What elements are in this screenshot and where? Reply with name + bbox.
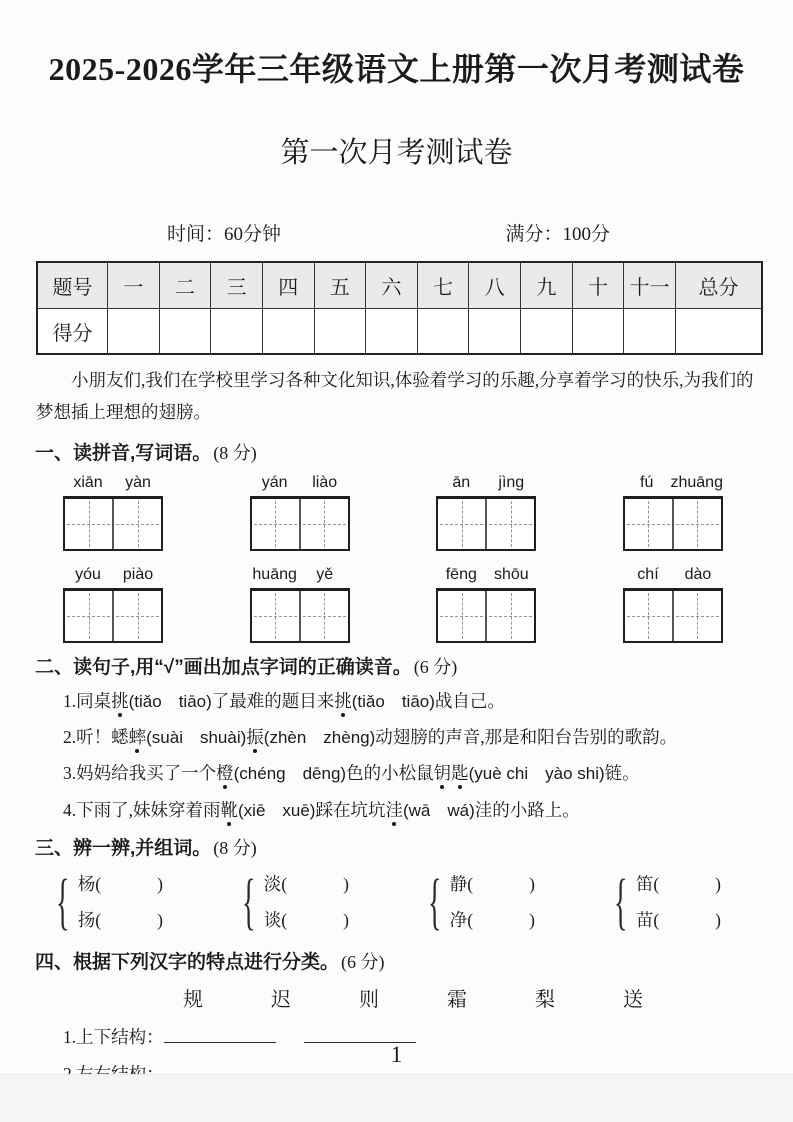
close-paren: ) [529, 874, 535, 895]
score-table-header-cell: 三 [211, 263, 263, 309]
classify-character: 梨 [535, 989, 555, 1012]
sentence-text: 了最难的题目来 [211, 690, 335, 711]
pinyin-syllable: dào [684, 565, 712, 583]
writing-cell[interactable] [672, 499, 721, 549]
pinyin-syllable: jìng [498, 473, 525, 491]
close-paren: ) [715, 874, 721, 895]
pinyin-word-group [623, 474, 723, 551]
score-row-label: 得分 [38, 309, 108, 353]
word-pair [614, 866, 721, 938]
section2-heading [35, 652, 793, 679]
pair-character: 静 [449, 874, 468, 895]
writing-cell[interactable] [625, 499, 672, 549]
sentence-text: 动翅膀的声音,那是和阳台告别的歌韵。 [375, 727, 678, 748]
pinyin-word-group [250, 566, 350, 643]
section2-score: (6 分) [413, 656, 458, 677]
writing-cell[interactable] [625, 591, 672, 641]
dotted-character: 匙 [451, 763, 469, 784]
answer-blank-underline[interactable] [164, 1028, 276, 1043]
word-pair [56, 866, 163, 938]
pair-character: 净 [449, 910, 468, 931]
scan-edge-strip [0, 1074, 793, 1122]
open-paren: ( [653, 874, 660, 895]
dotted-character: 挑 [334, 690, 352, 711]
pinyin-label [63, 566, 163, 584]
sentence-text: 4.下雨了,妹妹穿着雨 [63, 799, 221, 820]
dotted-character: 挑 [111, 690, 129, 711]
classify-character-row [0, 983, 793, 1012]
writing-cell[interactable] [252, 591, 299, 641]
pinyin-row [0, 566, 793, 643]
pinyin-row [0, 474, 793, 551]
sentence-text: 踩在坑坑 [315, 799, 386, 820]
brace-glyph: { [614, 868, 628, 937]
writing-cell[interactable] [485, 499, 534, 549]
section4-score: (6 分) [341, 952, 385, 973]
word-pair-line [264, 866, 349, 902]
section2-heading-text: 二、读句子,用“√”画出加点字词的正确读音。 [35, 656, 412, 678]
open-paren: ( [95, 910, 102, 931]
writing-cell[interactable] [112, 499, 161, 549]
pinyin-syllable: yàn [125, 473, 151, 491]
score-entry-cell[interactable] [521, 309, 573, 353]
pinyin-syllable: xiān [73, 473, 103, 491]
pinyin-label [436, 474, 536, 492]
pinyin-word-group [63, 474, 163, 551]
character-writing-box[interactable] [63, 496, 163, 551]
pinyin-choice[interactable]: (xiē xuē) [238, 800, 316, 820]
sentence-text: 链。 [604, 763, 640, 784]
page-subtitle: 第一次月考测试卷 [280, 137, 513, 169]
pinyin-syllable: fēng [445, 565, 477, 583]
close-paren: ) [343, 910, 349, 931]
pinyin-choice[interactable]: (suài shuài) [146, 728, 247, 748]
answer-blank-underline[interactable] [304, 1028, 416, 1043]
close-paren: ) [529, 910, 535, 931]
word-pair-line [450, 866, 535, 902]
pinyin-choice[interactable]: (chéng dēng) [233, 764, 347, 784]
character-writing-box[interactable] [436, 496, 536, 551]
classify-character: 送 [623, 989, 643, 1012]
pinyin-syllable: ān [452, 473, 471, 491]
brace-glyph: { [428, 868, 442, 937]
classify-character: 霜 [447, 989, 467, 1012]
dotted-character: 靴 [220, 799, 238, 820]
sentence-text: 2.听！蟋 [63, 727, 129, 748]
writing-cell[interactable] [438, 499, 485, 549]
word-pair-line [264, 902, 349, 938]
close-paren: ) [157, 910, 163, 931]
close-paren: ) [715, 910, 721, 931]
close-paren: ) [157, 874, 163, 895]
pinyin-syllable: piào [122, 565, 154, 583]
score-entry-cell[interactable] [366, 309, 418, 353]
classify-character: 迟 [271, 989, 291, 1012]
score-entry-cell[interactable] [160, 309, 212, 353]
page-title: 2025-2026学年三年级语文上册第一次月考测试卷 [48, 51, 745, 87]
character-writing-box[interactable] [250, 496, 350, 551]
category-label: 1.上下结构： [63, 1027, 164, 1048]
question-sentence [63, 760, 773, 787]
writing-cell[interactable] [65, 591, 112, 641]
question-sentence [63, 688, 773, 715]
pinyin-word-group [63, 566, 163, 643]
pinyin-choice[interactable]: (wā wá) [402, 800, 475, 820]
time-label: 时间：60分钟 [167, 224, 282, 245]
pinyin-word-group [250, 474, 350, 551]
pinyin-choice[interactable]: (tiǎo tiāo) [128, 691, 212, 711]
pinyin-word-group [436, 474, 536, 551]
score-entry-cell[interactable] [573, 309, 625, 353]
word-pair-column [78, 866, 163, 938]
word-pair [242, 866, 349, 938]
brace-glyph: { [242, 868, 256, 937]
section1-heading [35, 438, 793, 465]
writing-cell[interactable] [485, 591, 534, 641]
open-paren: ( [653, 910, 660, 931]
pair-character: 笛 [635, 874, 654, 895]
dotted-character: 钥 [433, 763, 452, 784]
word-pair-line [636, 902, 721, 938]
score-table-header-cell: 八 [469, 263, 521, 309]
section3-heading-text: 三、辨一辨,并组词。 [35, 838, 212, 860]
character-writing-box[interactable] [623, 588, 723, 643]
score-entry-cell[interactable] [676, 309, 761, 353]
score-entry-cell[interactable] [624, 309, 676, 353]
score-entry-cell[interactable] [211, 309, 263, 353]
section1-score: (8 分) [213, 442, 257, 463]
score-table-header-cell: 四 [263, 263, 315, 309]
pinyin-syllable: huāng [252, 565, 297, 583]
writing-cell[interactable] [299, 499, 348, 549]
question-sentence [63, 724, 773, 751]
intro-paragraph: 小朋友们,我们在学校里学习各种文化知识,体验着学习的乐趣,分享着学习的快乐,为我们的梦想插上理想的翅膀。 [36, 370, 754, 422]
pinyin-syllable: liào [312, 473, 338, 491]
word-pair-column [450, 866, 535, 938]
writing-cell[interactable] [65, 499, 112, 549]
pinyin-word-group [436, 566, 536, 643]
open-paren: ( [95, 874, 102, 895]
score-table-header-cell: 一 [108, 263, 160, 309]
score-entry-cell[interactable] [108, 309, 160, 353]
word-pair-column [264, 866, 349, 938]
word-pair-line [450, 902, 535, 938]
brace-glyph: { [56, 868, 70, 937]
pinyin-label [436, 566, 536, 584]
character-writing-box[interactable] [250, 588, 350, 643]
sentence-text: 1.同桌 [63, 690, 112, 711]
pinyin-syllable: shōu [493, 565, 529, 583]
sentence-text: 3.妈妈给我买了一个 [63, 763, 217, 784]
writing-cell[interactable] [299, 591, 348, 641]
classify-character: 则 [359, 989, 379, 1012]
dotted-character: 橙 [216, 763, 234, 784]
writing-cell[interactable] [672, 591, 721, 641]
pair-character: 苗 [635, 910, 654, 931]
score-table-header-cell: 七 [418, 263, 470, 309]
full-score-label: 满分：100分 [505, 224, 610, 245]
section1-heading-text: 一、读拼音,写词语。 [35, 442, 212, 464]
sentence-text: 洼的小路上。 [474, 799, 580, 820]
open-paren: ( [467, 910, 474, 931]
dotted-character: 洼 [385, 799, 403, 820]
character-writing-box[interactable] [436, 588, 536, 643]
score-entry-cell[interactable] [263, 309, 315, 353]
pinyin-choice[interactable]: (tiǎo tiāo) [351, 691, 435, 711]
pinyin-word-group [623, 566, 723, 643]
word-pair-line [636, 866, 721, 902]
pronunciation-exercise [0, 688, 793, 824]
pair-character: 扬 [77, 910, 96, 931]
open-paren: ( [281, 910, 288, 931]
pinyin-label [250, 474, 350, 492]
word-pair-line [78, 902, 163, 938]
dotted-character: 蟀 [128, 727, 147, 748]
word-pair-column [636, 866, 721, 938]
pinyin-label [63, 474, 163, 492]
section3-score: (8 分) [213, 838, 257, 859]
score-entry-cell[interactable] [315, 309, 367, 353]
pinyin-label [250, 566, 350, 584]
writing-cell[interactable] [112, 591, 161, 641]
score-table-header-cell: 十 [573, 263, 625, 309]
sentence-text: 战自己。 [434, 690, 505, 711]
pinyin-syllable: yóu [75, 565, 101, 583]
word-pair-line [78, 866, 163, 902]
section4-heading [35, 947, 793, 974]
pinyin-syllable: zhuāng [670, 473, 723, 491]
score-table-header-cell: 十一 [624, 263, 676, 309]
word-pair-exercise [0, 866, 793, 938]
score-table-header-cell: 总分 [676, 263, 761, 309]
pinyin-syllable: fú [640, 473, 654, 491]
open-paren: ( [467, 874, 474, 895]
score-table-header-cell: 九 [521, 263, 573, 309]
classify-character: 规 [183, 989, 203, 1012]
section3-heading [35, 833, 793, 860]
writing-cell[interactable] [252, 499, 299, 549]
pinyin-choice[interactable]: (yuè chi yào shi) [468, 764, 605, 784]
pair-character: 谈 [263, 910, 282, 931]
score-table-header-cell: 六 [366, 263, 418, 309]
character-writing-box[interactable] [623, 496, 723, 551]
pair-character: 淡 [263, 874, 282, 895]
exam-meta-row [0, 219, 793, 246]
score-table [36, 261, 763, 355]
score-table-header-cell: 二 [160, 263, 212, 309]
pinyin-syllable: yán [261, 473, 288, 491]
question-sentence [63, 797, 773, 824]
sentence-text: 色的小松鼠 [346, 763, 434, 784]
page-number: 1 [390, 1042, 403, 1067]
dotted-character: 振 [246, 727, 264, 748]
pinyin-label [623, 566, 723, 584]
writing-cell[interactable] [438, 591, 485, 641]
character-writing-box[interactable] [63, 588, 163, 643]
section4-heading-text: 四、根据下列汉字的特点进行分类。 [35, 952, 340, 974]
pinyin-label [623, 474, 723, 492]
pinyin-exercise [0, 474, 793, 643]
score-table-header-cell: 五 [315, 263, 367, 309]
word-pair [428, 866, 535, 938]
pair-character: 杨 [77, 874, 96, 895]
pinyin-syllable: yě [316, 565, 334, 583]
open-paren: ( [281, 874, 288, 895]
pinyin-syllable: chí [637, 565, 659, 583]
close-paren: ) [343, 874, 349, 895]
pinyin-choice[interactable]: (zhèn zhèng) [263, 728, 376, 748]
score-table-corner-cell: 题号 [38, 263, 108, 309]
score-entry-cell[interactable] [418, 309, 470, 353]
score-entry-cell[interactable] [469, 309, 521, 353]
